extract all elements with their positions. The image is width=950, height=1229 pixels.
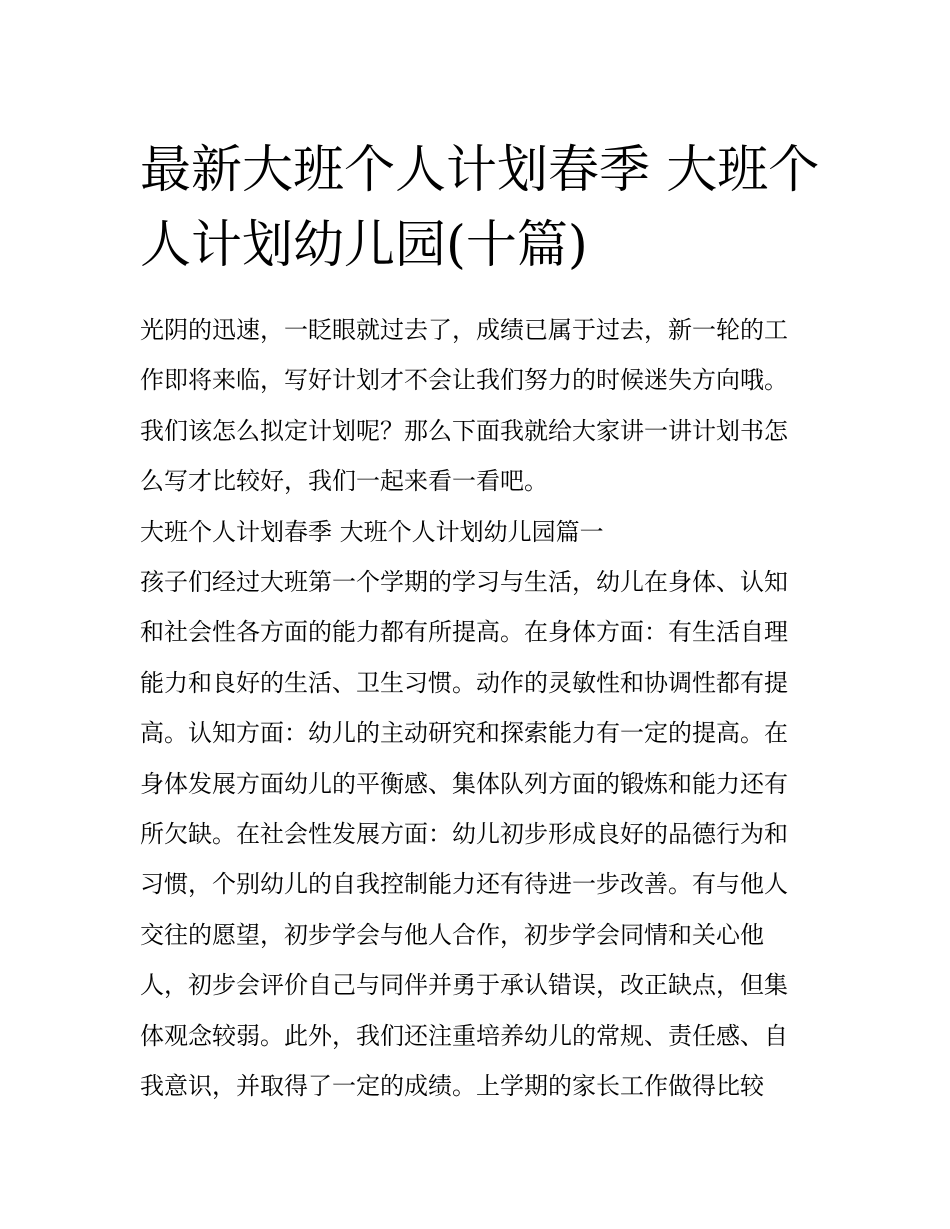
body-line: 人，初步会评价自己与同伴并勇于承认错误，改正缺点，但集 — [140, 971, 788, 1000]
body-line: 我意识，并取得了一定的成绩。上学期的家长工作做得比较 — [140, 1071, 764, 1100]
document-title — [140, 133, 820, 283]
body-line: 光阴的迅速，一眨眼就过去了，成绩已属于过去，新一轮的工 — [140, 315, 788, 344]
body-line: 能力和良好的生活、卫生习惯。动作的灵敏性和协调性都有提 — [140, 668, 788, 697]
body-line: 体观念较弱。此外，我们还注重培养幼儿的常规、责任感、自 — [140, 1021, 788, 1050]
title-line: 人计划幼儿园(十篇) — [140, 216, 588, 276]
title-line: 最新大班个人计划春季 大班个 — [140, 141, 820, 201]
document-body — [140, 305, 815, 1112]
body-line: 交往的愿望，初步学会与他人合作，初步学会同情和关心他 — [140, 920, 764, 949]
body-line: 作即将来临，写好计划才不会让我们努力的时候迷失方向哦。 — [140, 366, 788, 395]
document-page — [140, 112, 820, 1111]
section-heading: 大班个人计划春季 大班个人计划幼儿园篇一 — [140, 517, 604, 546]
body-line: 高。认知方面：幼儿的主动研究和探索能力有一定的提高。在 — [140, 719, 788, 748]
body-line: 么写才比较好，我们一起来看一看吧。 — [140, 467, 548, 496]
body-line: 和社会性各方面的能力都有所提高。在身体方面：有生活自理 — [140, 618, 788, 647]
body-line: 习惯，个别幼儿的自我控制能力还有待进一步改善。有与他人 — [140, 870, 788, 899]
body-line: 身体发展方面幼儿的平衡感、集体队列方面的锻炼和能力还有 — [140, 769, 788, 798]
body-line: 孩子们经过大班第一个学期的学习与生活，幼儿在身体、认知 — [140, 567, 788, 596]
body-line: 所欠缺。在社会性发展方面：幼儿初步形成良好的品德行为和 — [140, 819, 788, 848]
body-line: 我们该怎么拟定计划呢？那么下面我就给大家讲一讲计划书怎 — [140, 416, 788, 445]
